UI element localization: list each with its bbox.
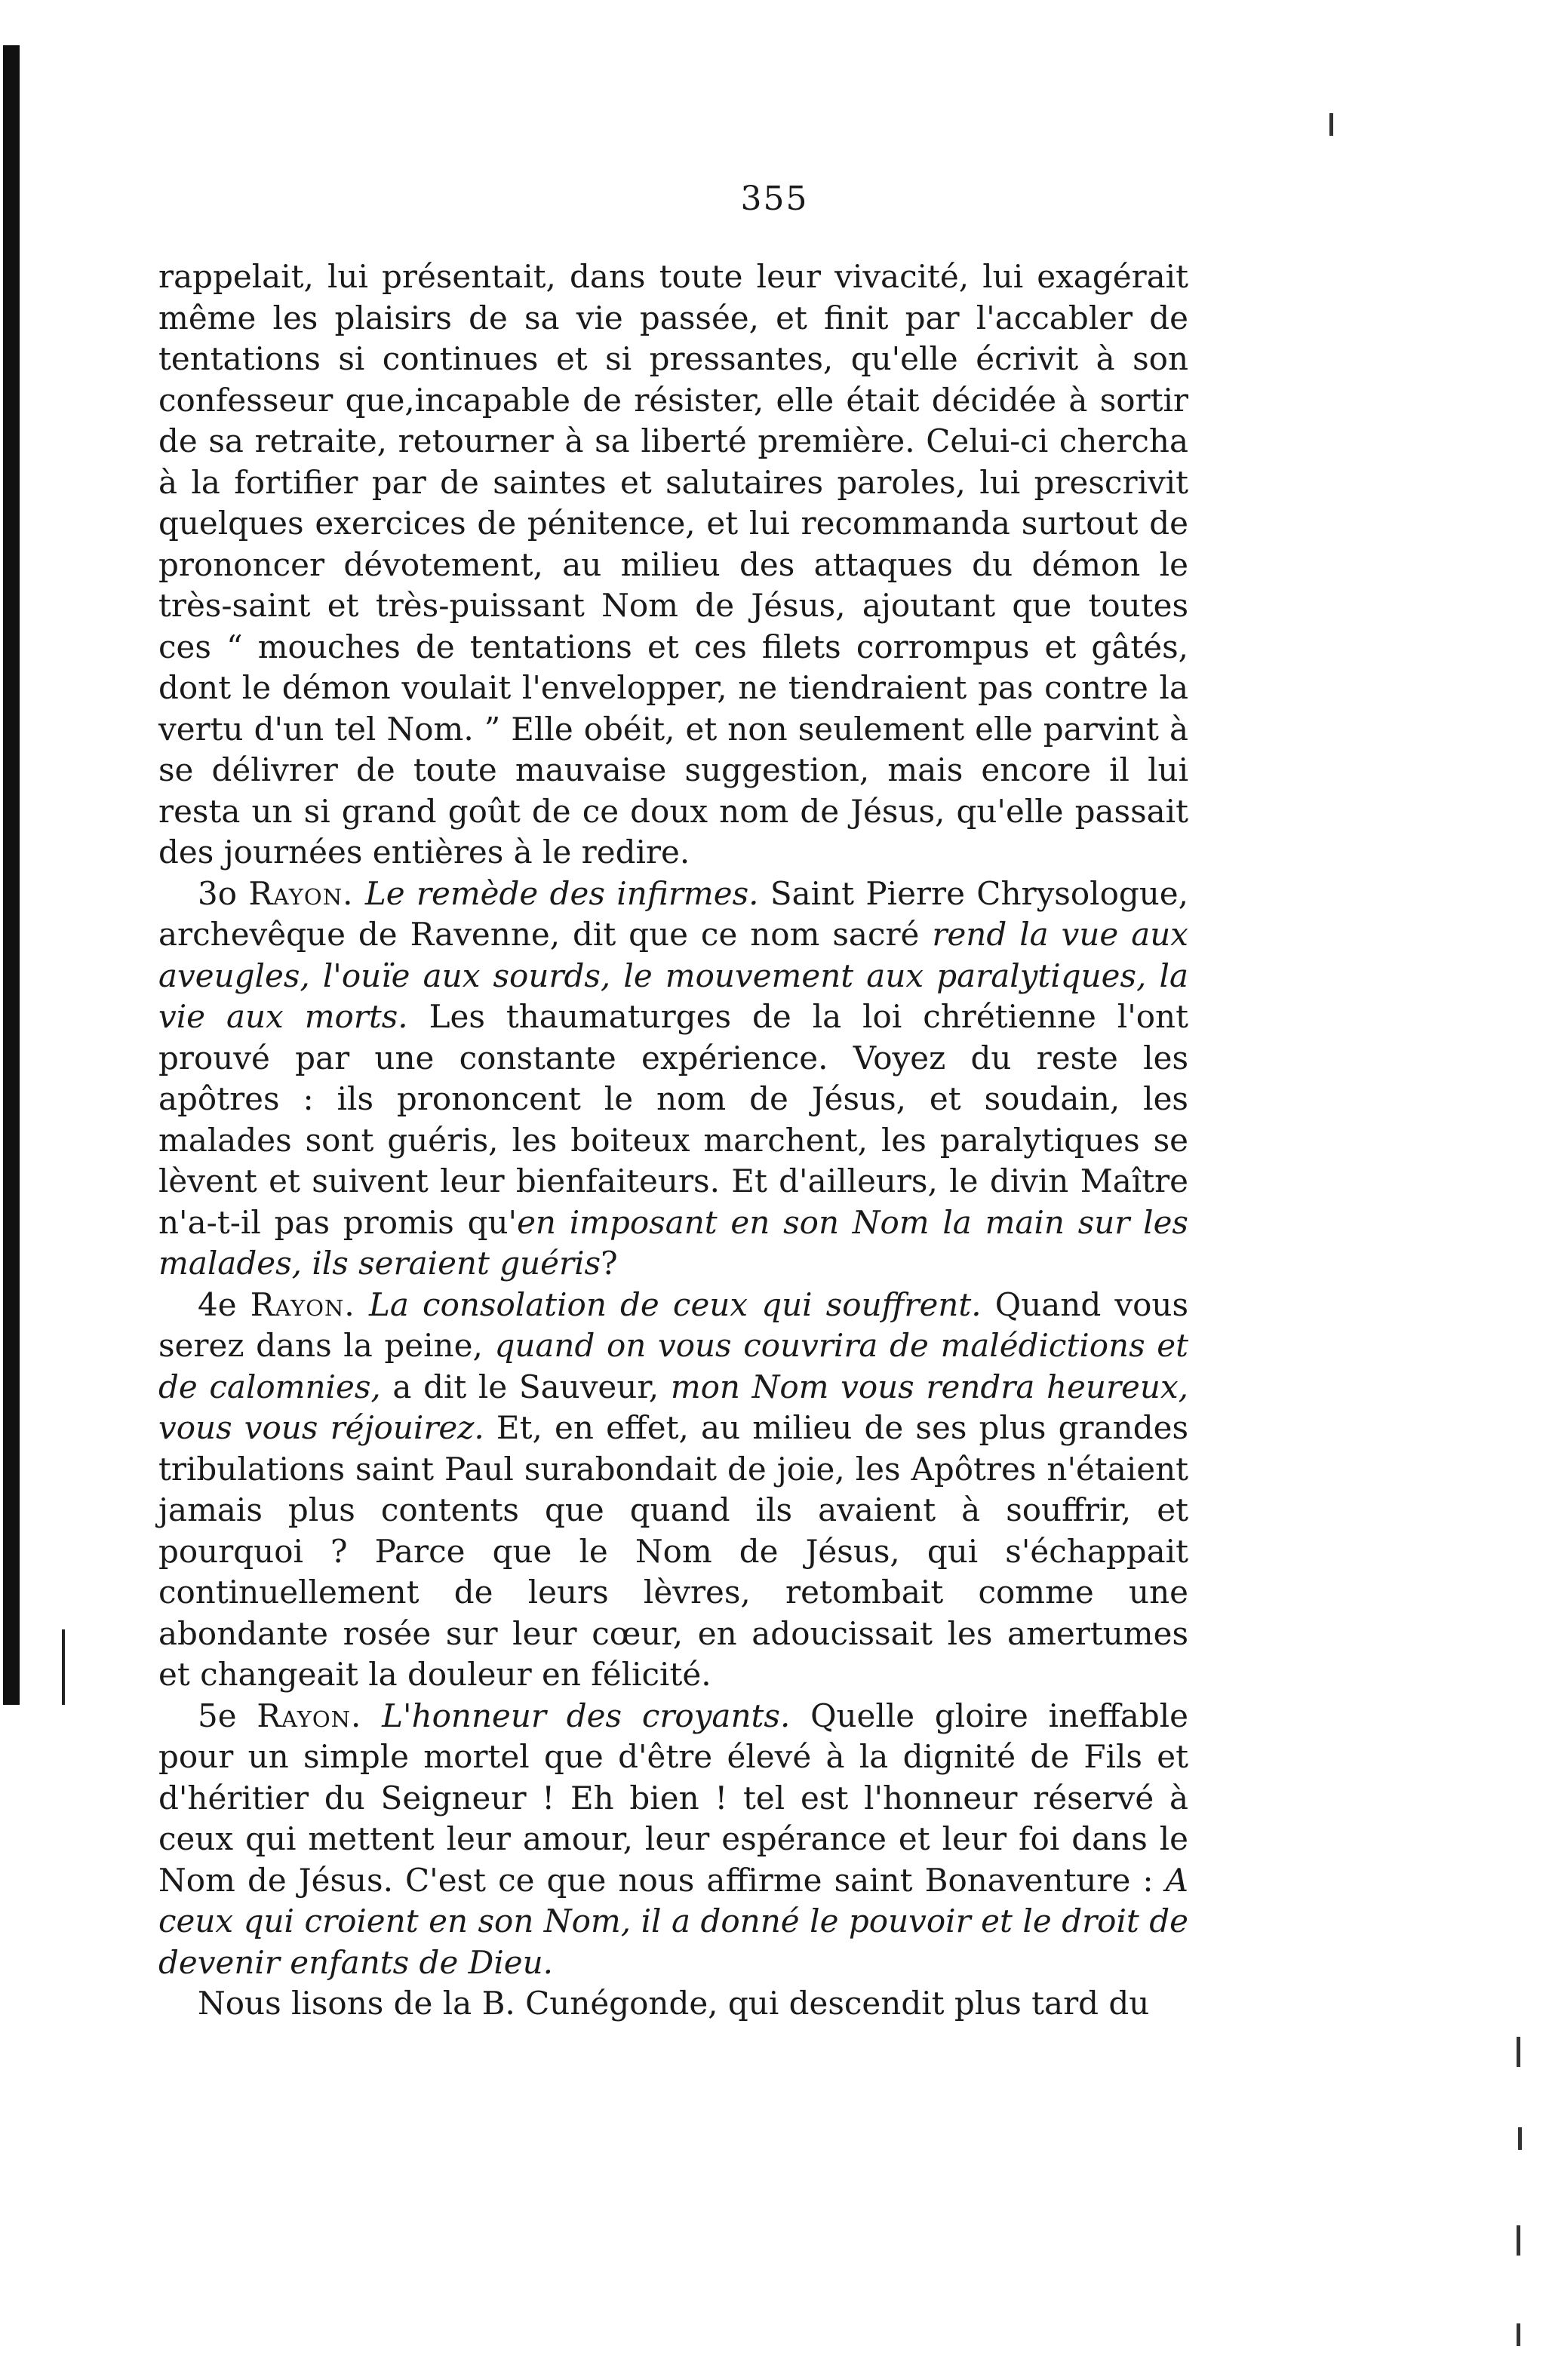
scan-speck bbox=[1517, 2323, 1520, 2346]
page-text bbox=[158, 256, 1188, 2025]
punctuation: ? bbox=[601, 1245, 618, 1282]
paragraph-rayon-5 bbox=[158, 1696, 1188, 1984]
scan-margin-mark bbox=[62, 1629, 65, 1705]
rayon-title: La consolation de ceux qui souffrent. bbox=[368, 1285, 982, 1323]
paragraph-text: Les thaumaturges de la loi chrétienne l'ont prouvé par une constante expérience. Voyez du reste les apôtres : ils prononcent le nom de Jésus, et soudain, les malades sont guéris, les boiteux marchent, les paralytiques se lèvent et suivent leur bienfaiteurs. Et d'ailleurs, le divin Maître n'a-t-il pas promis qu' bbox=[158, 998, 1188, 1241]
paragraph-text: Et, en effet, au milieu de ses plus grandes tribulations saint Paul surabondait de joie, les Apôtres n'étaient jamais plus contents que quand ils avaient à souffrir, et pourquoi ? Parce que le Nom de Jésus, qui s'échappait continuellement de leurs lèvres, retombait comme une abondante rosée sur leur cœur, en adoucissait les amertumes et changeait la douleur en félicité. bbox=[158, 1409, 1189, 1693]
quotation: rend la vue aux aveugles, l'ouïe aux sourds, le mouvement aux paralytiques, la vie aux morts. bbox=[158, 916, 1188, 1035]
paragraph-last: Nous lisons de la B. Cunégonde, qui descendit plus tard du bbox=[198, 1985, 1150, 2022]
paragraph-text: Quelle gloire ineffable pour un simple mortel que d'être élevé à la dignité de Fils et d'héritier du Seigneur ! Eh bien ! tel est l'honneur réservé à ceux qui mettent leur amour, leur espérance et leur foi dans le Nom de Jésus. C'est ce que nous affirme saint Bonaventure : bbox=[158, 1697, 1189, 1899]
rayon-number: 4e bbox=[198, 1285, 237, 1323]
rayon-label: Rayon. bbox=[250, 1285, 355, 1323]
paragraph-text: a dit le Sauveur, bbox=[392, 1368, 659, 1405]
rayon-label: Rayon. bbox=[248, 874, 354, 912]
quotation: A ceux qui croient en son Nom, il a donné le pouvoir et le droit de devenir enfants de Dieu. bbox=[158, 1861, 1188, 1981]
scan-speck bbox=[1517, 2037, 1520, 2067]
paragraph-text: Saint Pierre Chrysologue, archevêque de Ravenne, dit que ce nom sacré bbox=[158, 874, 1188, 953]
rayon-title: L'honneur des croyants. bbox=[382, 1697, 791, 1734]
rayon-label: Rayon. bbox=[257, 1697, 362, 1734]
rayon-number: 3o bbox=[198, 874, 238, 912]
scan-speck bbox=[1329, 113, 1333, 136]
scan-speck bbox=[1517, 2225, 1520, 2256]
scan-binding-edge bbox=[3, 45, 20, 1705]
page-number: 355 bbox=[740, 180, 809, 218]
rayon-number: 5e bbox=[198, 1697, 237, 1734]
scan-speck bbox=[1518, 2127, 1522, 2150]
paragraph-rayon-4 bbox=[158, 1285, 1188, 1696]
quotation: en imposant en son Nom la main sur les malades, ils seraient guéris bbox=[158, 1203, 1188, 1282]
paragraph-text: Quand vous serez dans la peine, bbox=[158, 1285, 1188, 1364]
paragraph-rayon-3 bbox=[158, 874, 1188, 1285]
paragraph-1: rappelait, lui présentait, dans toute leur vivacité, lui exagérait même les plaisirs de sa vie passée, et finit par l'accabler de tentations si continues et si pressantes, qu'elle écrivit à son confesseur que,incapable de résister, elle était décidée à sortir de sa retraite, retourner à sa liberté première. Celui-ci chercha à la fortifier par de saintes et salutaires paroles, lui prescrivit quelques exercices de pénitence, et lui recommanda surtout de prononcer dévotement, au milieu des attaques du démon le très-saint et très-puissant Nom de Jésus, ajoutant que toutes ces “ mouches de tentations et ces filets corrompus et gâtés, dont le démon voulait l'envelopper, ne tiendraient pas contre la vertu d'un tel Nom. ” Elle obéit, et non seulement elle parvint à se délivrer de toute mauvaise suggestion, mais encore il lui resta un si grand goût de ce doux nom de Jésus, qu'elle passait des journées entières à le redire. bbox=[158, 258, 1188, 871]
quotation: mon Nom vous rendra heureux, vous vous réjouirez. bbox=[158, 1368, 1188, 1446]
quotation: quand on vous couvrira de malédictions et de calomnies, bbox=[158, 1327, 1189, 1405]
rayon-title: Le remède des infirmes. bbox=[364, 874, 759, 912]
